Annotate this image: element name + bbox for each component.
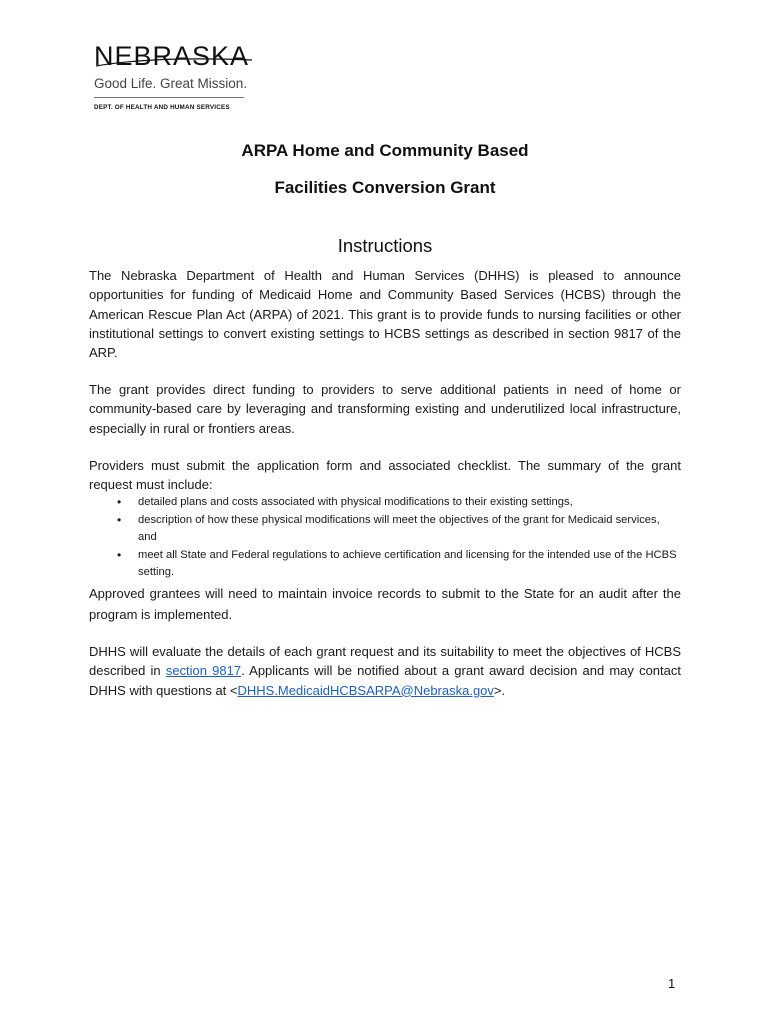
nebraska-dhhs-logo xyxy=(94,42,254,111)
logo-wordmark: NEBRASKA xyxy=(94,42,254,72)
requirements-list xyxy=(89,494,681,582)
instructions-heading: Instructions xyxy=(337,235,433,256)
paragraph-funding: The grant provides direct funding to providers to serve additional patients in need of home or community-based care by leveraging and transforming existing and underutilized local infrastructure, especially in rural or frontiers areas. xyxy=(89,382,681,436)
logo-swoosh-icon xyxy=(94,46,254,70)
section-9817-link[interactable]: section 9817 xyxy=(165,663,242,679)
document-title-line1: ARPA Home and Community Based xyxy=(241,141,529,160)
paragraph-intro: The Nebraska Department of Health and Human Services (DHHS) is pleased to announce opportunities for funding of Medicaid Home and Community Based Services (HCBS) through the American Rescue Plan Act (ARPA) of 2021. This grant is to provide funds to nursing facilities or other institutional settings to convert existing settings to HCBS settings as described in section 9817 of the ARP. xyxy=(89,268,681,361)
paragraph-submission: Providers must submit the application form and associated checklist. The summary of the grant request must include: xyxy=(89,458,681,493)
list-item: • meet all State and Federal regulations to achieve certification and licensing for the intended use of the HCBS setting. xyxy=(89,547,681,581)
logo-divider xyxy=(94,97,244,98)
list-item: • detailed plans and costs associated with physical modifications to their existing settings, xyxy=(89,494,681,511)
list-item: • description of how these physical modifications will meet the objectives of the grant for Medicaid services, and xyxy=(89,512,681,546)
paragraph-evaluation: DHHS will evaluate the details of each grant request and its suitability to meet the objectives of HCBS described in section 9817. Applicants will be notified about a grant award decision and may contact DHHS with questions at <DHHS.MedicaidHCBSARPA@Nebraska.gov>. xyxy=(89,644,681,698)
logo-tagline: Good Life. Great Mission. xyxy=(94,76,248,91)
email-link[interactable]: DHHS.MedicaidHCBSARPA@Nebraska.gov xyxy=(237,682,494,698)
page-number: 1 xyxy=(668,976,676,991)
logo-department: DEPT. OF HEALTH AND HUMAN SERVICES xyxy=(94,104,230,111)
document-title-line2: Facilities Conversion Grant xyxy=(274,178,496,197)
paragraph-audit: Approved grantees will need to maintain invoice records to submit to the State for an audit after the program is implemented. xyxy=(89,586,681,622)
